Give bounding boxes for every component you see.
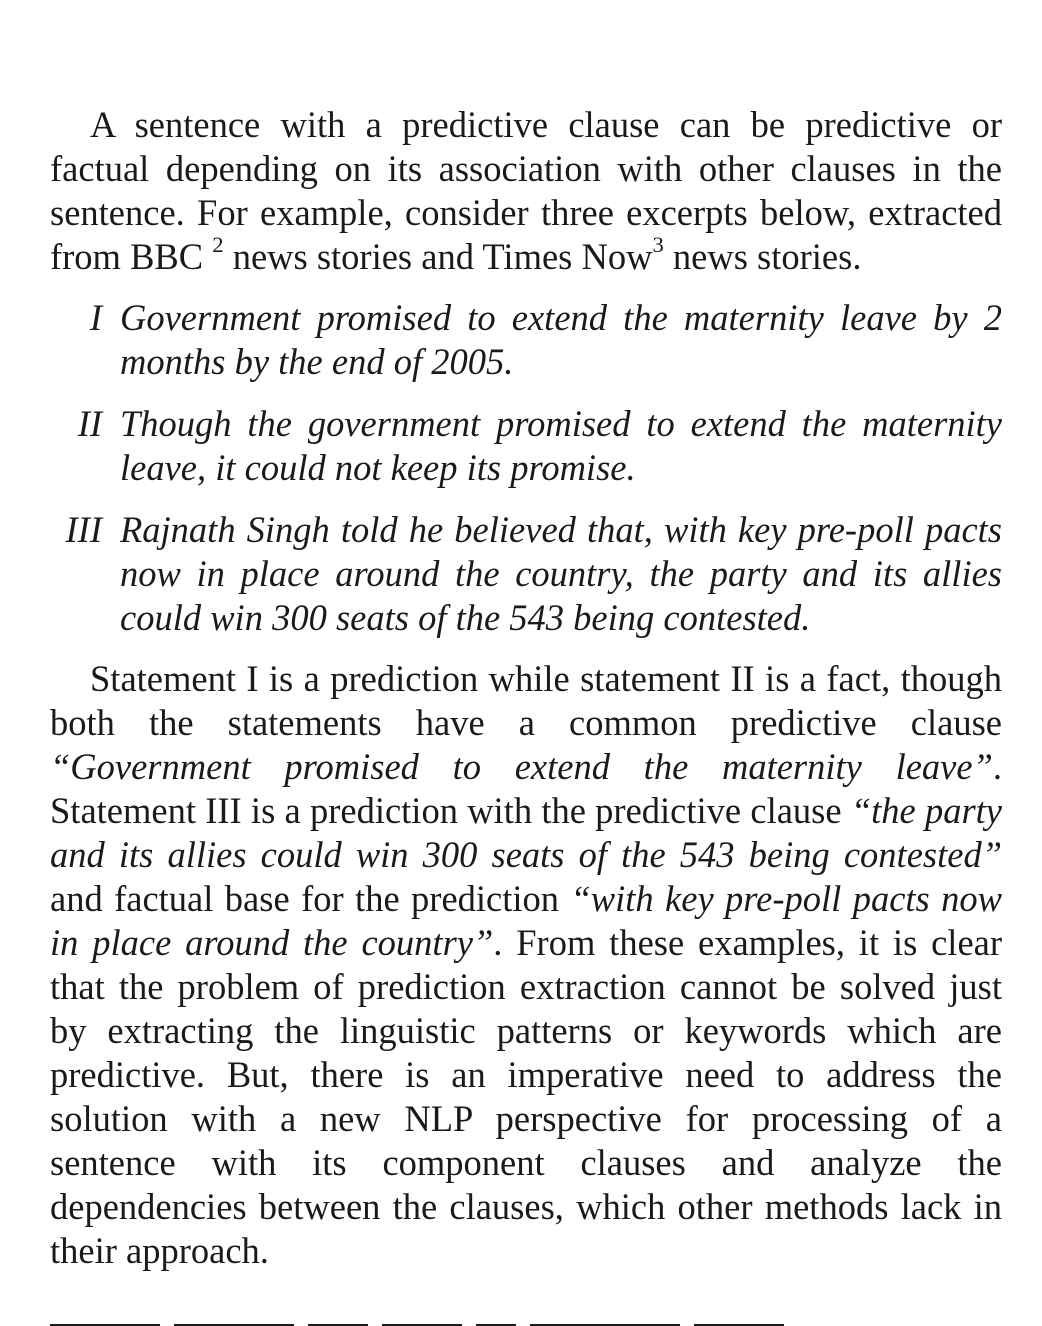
cut-off-next-line <box>50 1314 1002 1326</box>
example-item <box>50 402 1002 490</box>
discussion-text-1: Statement I is a prediction while statement II is a fact, though both the statements have a common predictive clause <box>50 658 1002 743</box>
example-item <box>50 508 1002 640</box>
example-marker: III <box>65 509 102 550</box>
example-list <box>50 296 1002 640</box>
quoted-clause-1: “Government promised to extend the maternity leave” <box>50 746 993 787</box>
example-item <box>50 296 1002 384</box>
footnote-marker-bbc: 2 <box>212 232 224 258</box>
intro-text-2: news stories and Times Now <box>223 236 653 277</box>
quoted-clause-2: “the party and its allies could win 300 seats of the 543 being contested” <box>50 790 1002 875</box>
example-text: Government promised to extend the maternity leave by 2 months by the end of 2005. <box>120 297 1002 382</box>
discussion-text-4: . From these examples, it is clear that the problem of prediction extraction cannot be solved just by extracting the linguistic patterns or keywords which are predictive. But, there is an imperative need to address the solution with a new NLP perspective for processing of a sentence with its component clauses and analyze the dependencies between the clauses, which other methods lack in their approach. <box>50 922 1003 1271</box>
discussion-paragraph <box>50 657 1002 1273</box>
quoted-clause-3: “with key pre-poll pacts now in place around the country” <box>50 878 1003 963</box>
footnote-marker-times-now: 3 <box>652 232 664 258</box>
intro-text-3: news stories. <box>663 236 862 277</box>
example-text: Though the government promised to extend the maternity leave, it could not keep its promise. <box>120 403 1002 488</box>
example-text: Rajnath Singh told he believed that, with key pre-poll pacts now in place around the country, the party and its allies could win 300 seats of the 543 being contested. <box>120 509 1002 638</box>
intro-text-1: A sentence with a predictive clause can be predictive or factual depending on its association with other clauses in the sentence. For example, consider three excerpts below, extracted from BBC <box>50 104 1002 277</box>
discussion-text-2: . Statement III is a prediction with the predictive clause <box>50 746 1002 831</box>
intro-paragraph <box>50 103 1002 279</box>
document-page <box>50 103 1002 1273</box>
example-marker: II <box>77 403 102 444</box>
discussion-text-3: and factual base for the prediction <box>50 878 571 919</box>
example-marker: I <box>89 297 102 338</box>
